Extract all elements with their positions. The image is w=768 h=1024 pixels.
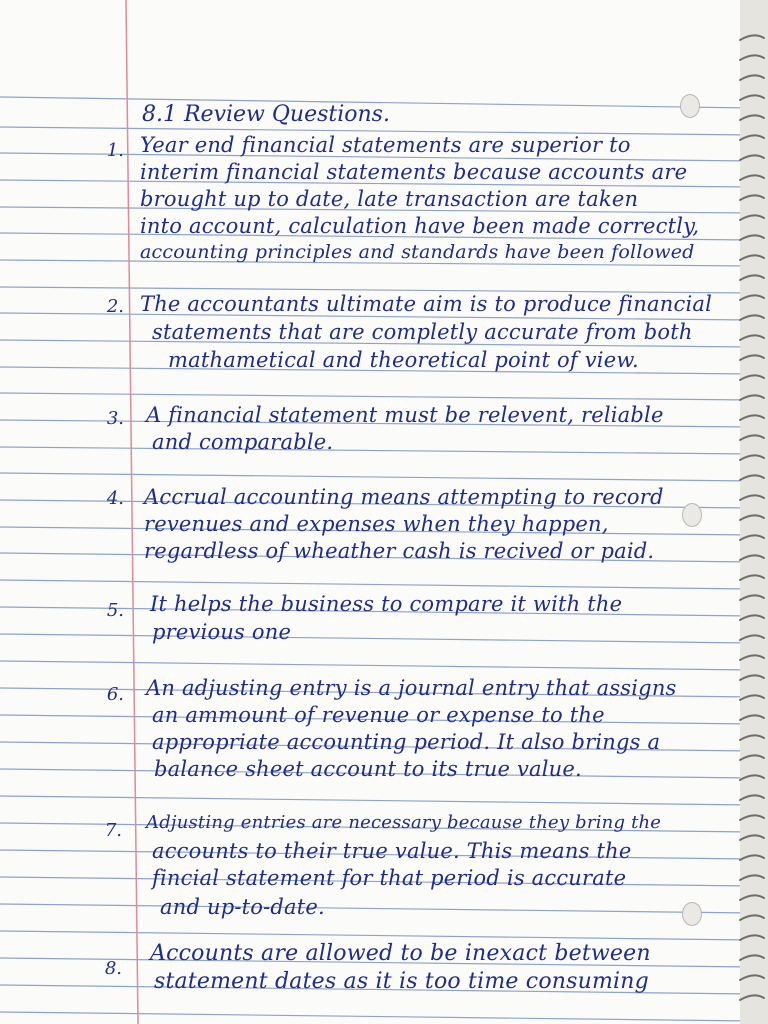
answer-line: Adjusting entries are necessary because they bring the [146,812,662,833]
answer-line: regardless of wheather cash is recived or paid. [144,539,655,563]
answer-line: accounting principles and standards have been followed [140,241,695,263]
question-number: 3. [106,408,124,429]
question-number: 7. [104,820,122,841]
question-number: 5. [106,600,124,621]
answer-line: Accrual accounting means attempting to record [144,485,664,509]
answer-line: It helps the business to compare it with the [150,592,623,616]
question-number: 1. [106,140,124,161]
answer-line: and up-to-date. [160,895,325,919]
answer-line: into account, calculation have been made correctly, [140,214,700,238]
answer-line: mathametical and theoretical point of view. [168,348,639,372]
page-hole [682,902,702,926]
answer-line: statement dates as it is too time consuming [154,969,649,994]
answer-line: Year end financial statements are superior to [140,133,631,157]
answer-line: appropriate accounting period. It also brings a [152,730,661,754]
answer-line: and comparable. [152,430,334,454]
answer-line: fincial statement for that period is accurate [152,866,627,890]
page-title: 8.1 Review Questions. [142,102,390,127]
answer-line: accounts to their true value. This means the [152,839,632,863]
question-number: 4. [106,488,124,509]
page-hole [680,94,700,118]
page-hole [682,503,702,527]
margin-line [126,0,138,1024]
answer-line: interim financial statements because accounts are [140,160,688,184]
answer-line: balance sheet account to its true value. [154,757,582,781]
answer-line: statements that are completly accurate from both [152,320,693,344]
answer-line: previous one [152,620,292,644]
spiral-coils [736,0,768,1024]
answer-line: brought up to date, late transaction are taken [140,187,639,211]
question-number: 2. [106,296,124,317]
answer-line: Accounts are allowed to be inexact between [150,941,651,966]
answer-line: An adjusting entry is a journal entry that assigns [146,676,677,700]
answer-line: revenues and expenses when they happen, [144,512,609,536]
answer-line: A financial statement must be relevent, reliable [146,403,664,427]
question-number: 8. [104,958,122,979]
answer-line: The accountants ultimate aim is to produce financial [140,292,712,316]
answer-line: an ammount of revenue or expense to the [152,703,605,727]
question-number: 6. [106,684,124,705]
